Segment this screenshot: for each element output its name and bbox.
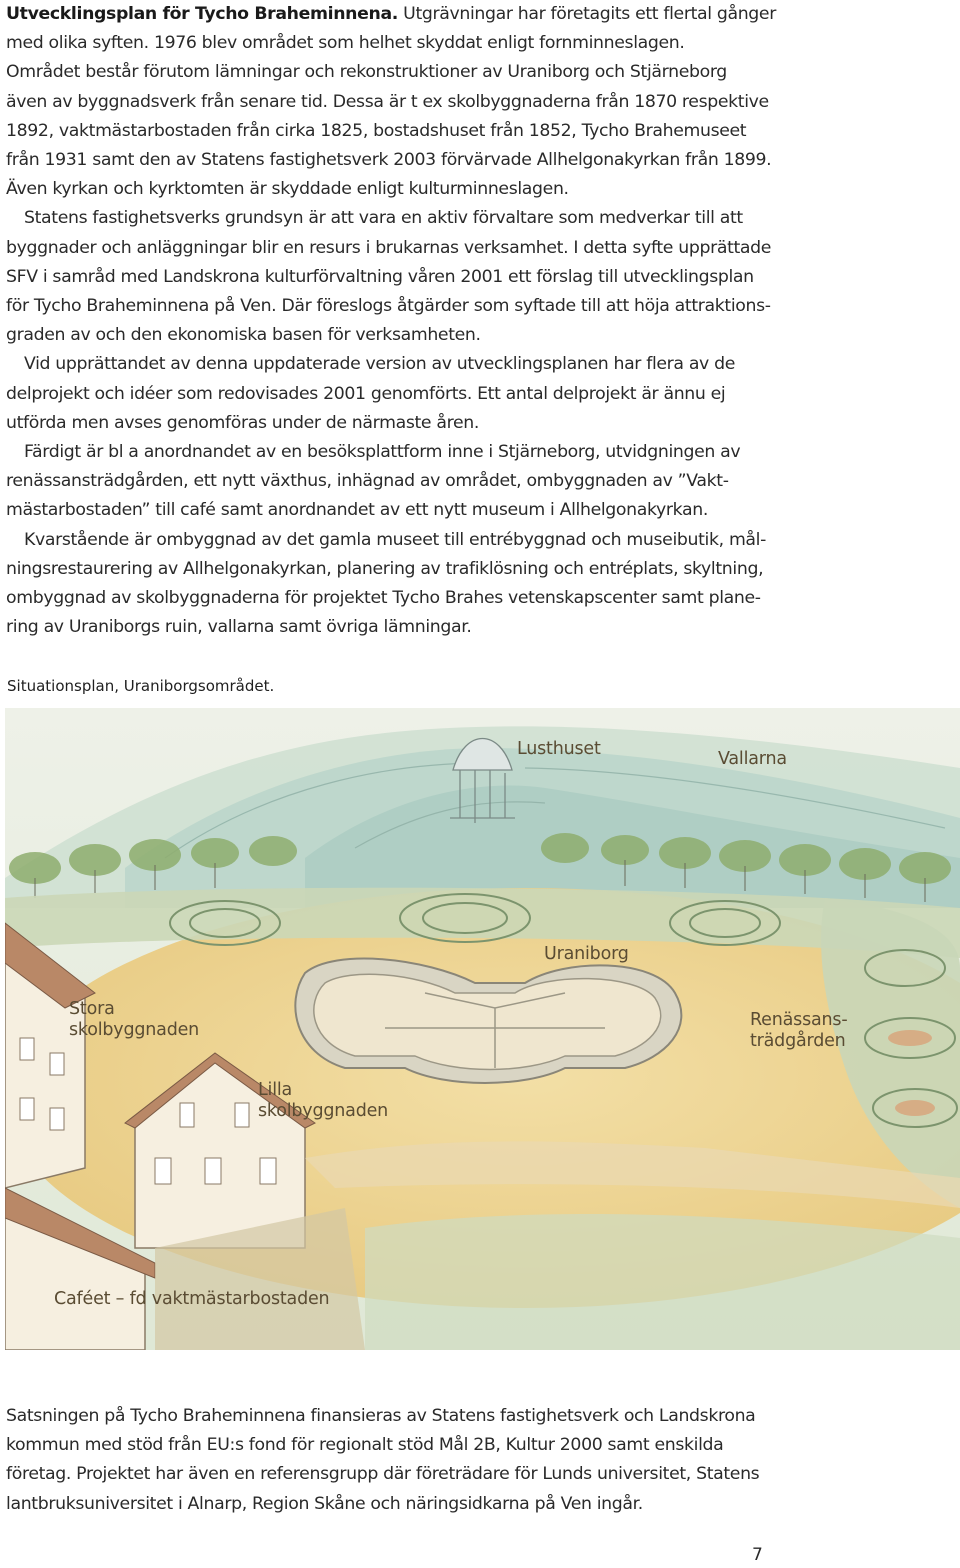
text-line: utförda men avses genomföras under de närmaste åren. (6, 412, 479, 433)
text-line: graden av och den ekonomiska basen för verksamheten. (6, 325, 481, 346)
text-line: lantbruksuniversitet i Alnarp, Region Skåne och näringsidkarna på Ven ingår. (6, 1493, 643, 1514)
text-line: med olika syften. 1976 blev området som helhet skyddat enligt fornminneslagen. (6, 33, 685, 54)
outro-text (6, 1402, 956, 1519)
text-line: Vid upprättandet av denna uppdaterade version av utvecklingsplanen har flera av de (24, 354, 735, 375)
text-line: ombyggnad av skolbyggnaderna för projektet Tycho Brahes vetenskapscenter samt plane- (6, 588, 761, 609)
text-line: 1892, vaktmästarbostaden från cirka 1825, bostadshuset från 1852, Tycho Brahemuseet (6, 120, 747, 141)
label-cafeet: Caféet – fd vaktmästarbostaden (54, 1289, 330, 1309)
text-line: Satsningen på Tycho Braheminnena finansieras av Statens fastighetsverk och Landskrona (6, 1406, 756, 1426)
text-line: Färdigt är bl a anordnandet av en besöksplattform inne i Stjärneborg, utvidgningen av (24, 442, 741, 463)
label-uraniborg: Uraniborg (544, 944, 629, 964)
text-line: företag. Projektet har även en referensgrupp där företrädare för Lunds universitet, Statens (6, 1464, 760, 1485)
text-line: Även kyrkan och kyrktomten är skyddade enligt kulturminneslagen. (6, 179, 569, 200)
site-plan-illustration (5, 708, 960, 1350)
text-line: Utvecklingsplan för Tycho Braheminnena. Utgrävningar har företagits ett flertal gånger (6, 4, 776, 24)
text-line: Området består förutom lämningar och rekonstruktioner av Uraniborg och Stjärneborg (6, 62, 727, 83)
text-line: SFV i samråd med Landskrona kulturförvaltning våren 2001 ett förslag till utvecklingsplan (6, 266, 754, 287)
page-number: 7 (752, 1545, 763, 1565)
label-vallarna: Vallarna (718, 749, 787, 769)
text-line: renässansträdgården, ett nytt växthus, inhägnad av området, ombyggnaden av ”Vakt- (6, 471, 729, 492)
text-line: för Tycho Braheminnena på Ven. Där föreslogs åtgärder som syftade till att höja attraktions- (6, 296, 771, 317)
text-line: Kvarstående är ombyggnad av det gamla museet till entrébyggnad och museibutik, mål- (24, 529, 766, 550)
figure-caption: Situationsplan, Uraniborgsområdet. (7, 677, 275, 695)
label-stora-skolbyggnaden: Stora skolbyggnaden (69, 999, 200, 1040)
intro-text (6, 0, 956, 642)
section-heading: Utvecklingsplan för Tycho Braheminnena. (6, 4, 398, 24)
label-lusthuset: Lusthuset (517, 739, 601, 759)
text-line: även av byggnadsverk från senare tid. Dessa är t ex skolbyggnaderna från 1870 respektive (6, 91, 769, 112)
text-line: kommun med stöd från EU:s fond för regionalt stöd Mål 2B, Kultur 2000 samt enskilda (6, 1435, 724, 1456)
text-line: från 1931 samt den av Statens fastighetsverk 2003 förvärvade Allhelgonakyrkan från 1899. (6, 150, 772, 171)
text-line: ningsrestaurering av Allhelgonakyrkan, planering av trafiklösning och entréplats, skyltning, (6, 558, 764, 579)
text-line: ring av Uraniborgs ruin, vallarna samt övriga lämningar. (6, 617, 472, 638)
text-line: Statens fastighetsverks grundsyn är att vara en aktiv förvaltare som medverkar till att (24, 208, 743, 229)
text-line: byggnader och anläggningar blir en resurs i brukarnas verksamhet. I detta syfte upprättade (6, 237, 772, 258)
label-lilla-skolbyggnaden: Lilla skolbyggnaden (258, 1080, 389, 1121)
label-renassanstradgarden: Renässans- trädgården (750, 1010, 848, 1051)
text-line: delprojekt och idéer som redovisades 2001 genomförts. Ett antal delprojekt är ännu ej (6, 383, 726, 404)
text-line: mästarbostaden” till café samt anordnandet av ett nytt museum i Allhelgonakyrkan. (6, 500, 709, 521)
